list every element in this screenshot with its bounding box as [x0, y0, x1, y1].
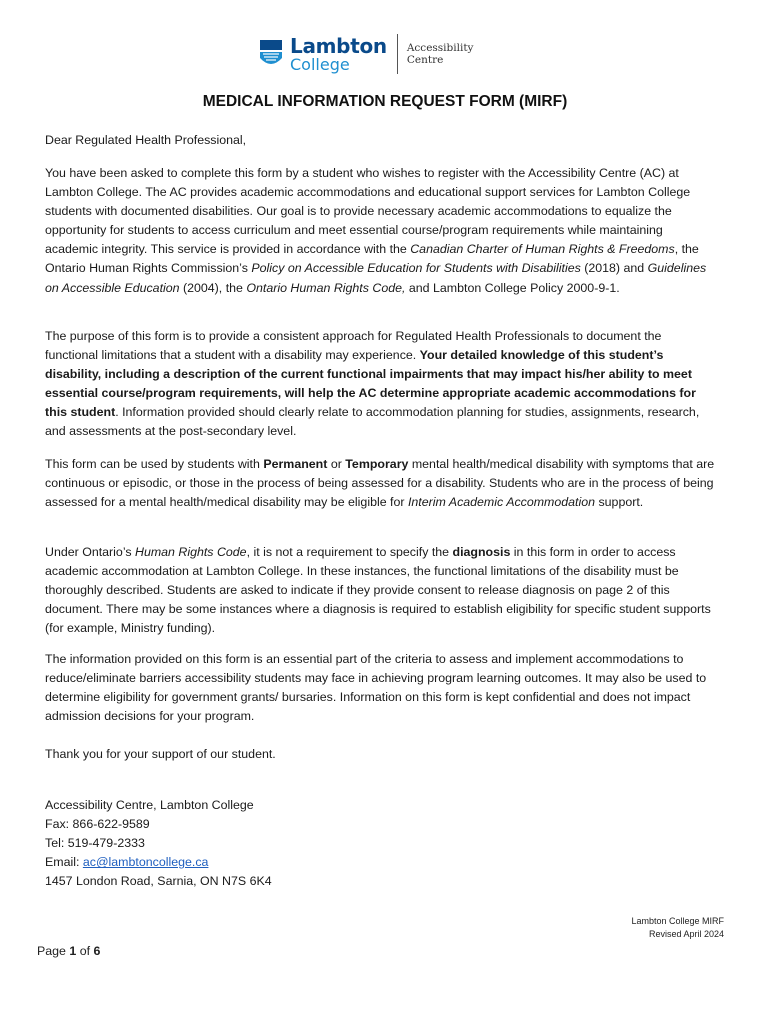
contact-fax: Fax: 866-622-9589	[45, 817, 150, 832]
contact-email-line: Email: ac@lambtoncollege.ca	[45, 855, 209, 870]
contact-block	[45, 796, 717, 891]
paragraph-intro: You have been asked to complete this form by a student who wishes to register with the Accessibility Centre (AC) at Lambton College. The AC provides academic accommodations and educational support services for Lambton College students with documented disabilities. Our goal is to provide necessary academic accommodations to equalize the opportunity for students to access curriculum and meet essential course/program requirements while maintaining academic integrity. This service is provided in accordance with the Canadian Charter of Human Rights & Freedoms, the Ontario Human Rights Commission’s Policy on Accessible Education for Students with Disabilities (2018) and Guidelines on Accessible Education (2004), the Ontario Human Rights Code, and Lambton College Policy 2000-9-1.	[45, 166, 707, 295]
paragraph-diagnosis: Under Ontario’s Human Rights Code, it is not a requirement to specify the diagnosis in this form in order to access academic accommodation at Lambton College. In these instances, the functional limitations of the disability must be thoroughly described. Students are asked to indicate if they provide consent to release diagnosis on page 2 of this document. There may be some instances where a diagnosis is required to establish eligibility for specific student supports (for example, Ministry funding).	[45, 545, 711, 636]
logo-name-bottom: College	[290, 54, 350, 74]
logo-sub-line1: Accessibility	[406, 41, 474, 54]
greeting: Dear Regulated Health Professional,	[45, 133, 247, 147]
page-number: Page 1 of 6	[37, 944, 101, 958]
contact-address: 1457 London Road, Sarnia, ON N7S 6K4	[45, 874, 272, 889]
logo-name-top: Lambton	[290, 33, 387, 58]
lambton-shield-icon	[258, 36, 284, 72]
contact-org: Accessibility Centre, Lambton College	[45, 798, 254, 812]
paragraph-thanks: Thank you for your support of our student.	[45, 747, 276, 761]
contact-tel: Tel: 519-479-2333	[45, 836, 145, 851]
paragraph-confidentiality: The information provided on this form is an essential part of the criteria to assess and implement accommodations to reduce/eliminate barriers accessibility students may face in achieving program learning outcomes. It may also be used to determine eligibility for government grants/ bursaries. Information on this form is kept confidential and does not impact admission decisions for your program.	[45, 652, 707, 724]
logo-divider	[397, 34, 398, 74]
logo-sub-line2: Centre	[406, 54, 444, 66]
contact-email-link[interactable]: ac@lambtoncollege.ca	[82, 855, 209, 870]
paragraph-eligibility: This form can be used by students with Permanent or Temporary mental health/medical disability with symptoms that are continuous or episodic, or those in the process of being assessed for a disability. Students who are in the process of being assessed for a mental health/medical disability may be eligible for Interim Academic Accommodation support.	[45, 457, 715, 510]
page-title: MEDICAL INFORMATION REQUEST FORM (MIRF)	[202, 93, 568, 110]
lambton-college-logo	[258, 33, 473, 75]
footer-revised-date: Revised April 2024	[648, 929, 724, 939]
footer-form-name: Lambton College MIRF	[631, 916, 724, 926]
footer-revision	[631, 915, 724, 941]
paragraph-purpose: The purpose of this form is to provide a consistent approach for Regulated Health Professionals to document the functional limitations that a student with a disability may experience. Your detailed knowledge of this student’s disability, including a description of the current functional impairments that may impact his/her ability to meet essential course/program requirements, will help the AC determine appropriate academic accommodations for this student. Information provided should clearly relate to accommodation planning for studies, assignments, research, and assessments at the post-secondary level.	[45, 329, 700, 439]
